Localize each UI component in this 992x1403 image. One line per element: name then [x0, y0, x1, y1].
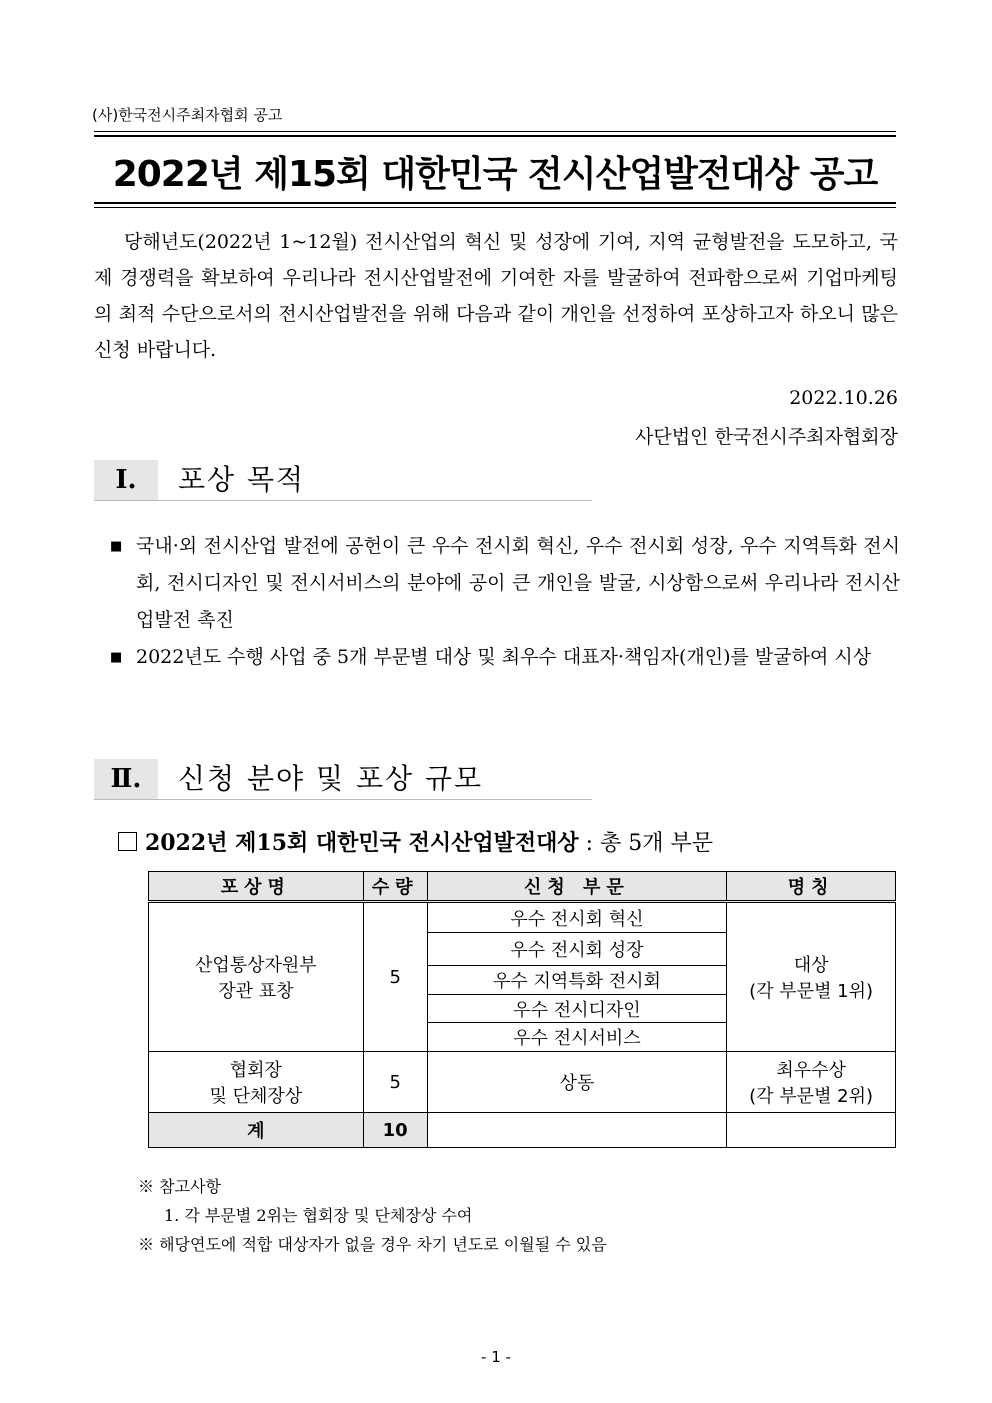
section-1-number: Ⅰ.: [94, 460, 158, 500]
org-notice-label: (사)한국전시주최자협회 공고: [92, 106, 283, 124]
award-name-line1: 산업통상자원부: [194, 955, 317, 976]
award-name-line2: 및 단체장상: [209, 1086, 303, 1107]
notice-signer: 사단법인 한국전시주최자협회장: [635, 426, 898, 448]
notes-block: [138, 1172, 607, 1259]
total-quantity: 10: [363, 1113, 427, 1148]
award-name-line2: 장관 표창: [218, 981, 294, 1002]
header-rule-top-thick: [94, 135, 896, 137]
table-row: [149, 902, 896, 933]
category-cell: 우수 전시회 혁신: [427, 902, 727, 933]
title-line2: (각 부문별 1위): [749, 981, 874, 1002]
header-award-name: 포상명: [149, 872, 364, 902]
square-bullet-icon: ■: [110, 650, 123, 665]
checkbox-square-icon: [118, 832, 137, 851]
subheading-count: : 총 5개 부문: [578, 831, 713, 856]
category-cell: 상동: [427, 1052, 727, 1113]
category-cell: 우수 지역특화 전시회: [427, 966, 727, 995]
note-heading: ※ 참고사항: [138, 1177, 221, 1196]
total-label: 계: [149, 1113, 364, 1148]
subheading-main: 2022년 제15회 대한민국 전시산업발전대상: [145, 830, 579, 856]
title-line2: (각 부문별 2위): [749, 1086, 874, 1107]
section-1-title: 포상 목적: [178, 463, 306, 496]
section-2-number: Ⅱ.: [94, 759, 158, 799]
document-title: 2022년 제15회 대한민국 전시산업발전대상 공고: [112, 154, 878, 195]
notice-date: 2022.10.26: [789, 387, 898, 409]
note-carryover: ※ 해당연도에 적합 대상자가 없을 경우 차기 년도로 이월될 수 있음: [138, 1235, 607, 1254]
note-item: 1. 각 부문별 2위는 협회장 및 단체장상 수여: [164, 1206, 473, 1225]
square-bullet-icon: ■: [110, 539, 123, 554]
category-cell: 우수 전시회 성장: [427, 933, 727, 966]
section-2-title: 신청 분야 및 포상 규모: [178, 762, 484, 795]
award-name-cell: [149, 1052, 364, 1113]
award-table: [148, 871, 896, 1148]
title-line1: 대상: [793, 955, 829, 976]
header-category: 신청 부문: [427, 872, 727, 902]
table-total-row: [149, 1113, 896, 1148]
list-item: [108, 639, 900, 676]
award-subheading: [118, 826, 713, 857]
table-header-row: [149, 872, 896, 902]
header-quantity: 수량: [363, 872, 427, 902]
section-1-heading: [94, 460, 592, 501]
empty-cell: [427, 1113, 727, 1148]
award-name-cell: [149, 902, 364, 1052]
title-cell: [727, 1052, 896, 1113]
title-line1: 최우수상: [776, 1060, 846, 1081]
category-cell: 우수 전시디자인: [427, 995, 727, 1023]
header-rule-top: [94, 131, 896, 132]
section-2-heading: [94, 759, 592, 800]
list-item: [108, 528, 900, 639]
category-cell: 우수 전시서비스: [427, 1023, 727, 1052]
table-row: [149, 1052, 896, 1113]
header-rule-bottom-thick: [94, 202, 896, 204]
quantity-cell: 5: [363, 902, 427, 1052]
empty-cell: [727, 1113, 896, 1148]
title-cell: [727, 902, 896, 1052]
bullet-text: 2022년도 수행 사업 중 5개 부문별 대상 및 최우수 대표자·책임자(개인)를 발굴하여 시상: [136, 646, 872, 668]
purpose-bullet-list: [108, 528, 900, 676]
page-number: - 1 -: [481, 1348, 511, 1366]
bullet-text: 국내·외 전시산업 발전에 공헌이 큰 우수 전시회 혁신, 우수 전시회 성장, 우수 지역특화 전시회, 전시디자인 및 전시서비스의 분야에 공이 큰 개인을 발굴, 시상함으로써 우리나라 전시산업발전 촉진: [136, 535, 900, 631]
header-rule-bottom: [94, 207, 896, 208]
award-name-line1: 협회장: [229, 1060, 282, 1081]
header-title: 명칭: [727, 872, 896, 902]
quantity-cell: 5: [363, 1052, 427, 1113]
intro-paragraph: 당해년도(2022년 1~12월) 전시산업의 혁신 및 성장에 기여, 지역 균형발전을 도모하고, 국제 경쟁력을 확보하여 우리나라 전시산업발전에 기여한 자를 발굴하여 전파함으로써 기업마케팅의 최적 수단으로서의 전시산업발전을 위해 다음과 같이 개인을 선정하여 포상하고자 하오니 많은 신청 바랍니다.: [94, 231, 898, 361]
